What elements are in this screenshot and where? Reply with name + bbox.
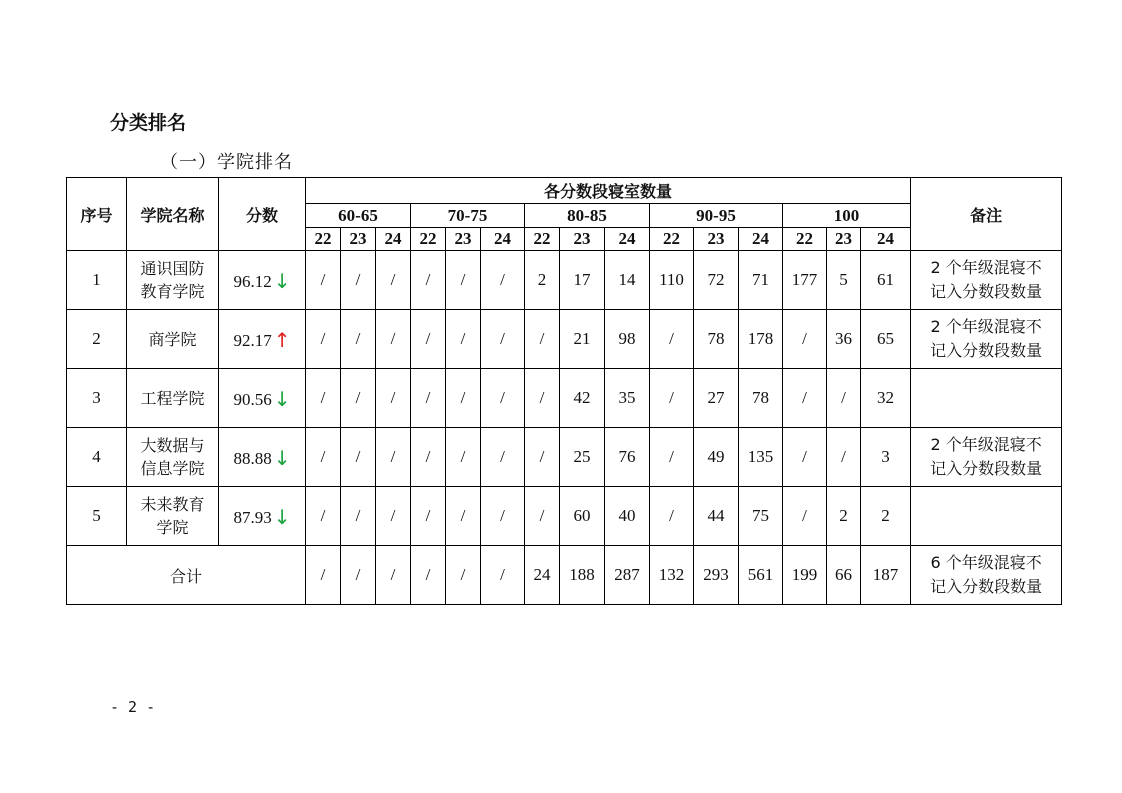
count-cell: 110 — [650, 251, 694, 310]
header-band-60-65: 60-65 — [306, 204, 411, 228]
table-row — [67, 487, 1062, 546]
total-count-cell: / — [341, 546, 376, 605]
count-cell: / — [341, 251, 376, 310]
remarks-cell — [911, 251, 1062, 310]
section-heading: 分类排名 — [110, 112, 187, 134]
header-band-70-75: 70-75 — [411, 204, 525, 228]
header-year: 24 — [861, 228, 911, 251]
count-cell: / — [446, 428, 481, 487]
header-year: 23 — [827, 228, 861, 251]
remarks-line: 2 个年级混寝不 — [930, 258, 1042, 277]
header-year: 24 — [376, 228, 411, 251]
total-count-cell: / — [411, 546, 446, 605]
table-row — [67, 428, 1062, 487]
count-cell: 178 — [739, 310, 783, 369]
count-cell: / — [827, 369, 861, 428]
header-year: 24 — [739, 228, 783, 251]
remarks-line: 6 个年级混寝不 — [930, 553, 1042, 572]
row-index: 5 — [67, 487, 127, 546]
remarks-line: 记入分数段数量 — [930, 282, 1043, 301]
total-count-cell: 561 — [739, 546, 783, 605]
header-year: 22 — [650, 228, 694, 251]
table-row — [67, 369, 1062, 428]
count-cell: / — [525, 487, 560, 546]
trend-down-arrow-icon: ↓ — [273, 446, 291, 470]
count-cell: / — [306, 428, 341, 487]
count-cell: / — [411, 310, 446, 369]
count-cell: / — [783, 310, 827, 369]
remarks-cell — [911, 310, 1062, 369]
row-index: 2 — [67, 310, 127, 369]
college-name-line: 教育学院 — [140, 282, 205, 301]
total-count-cell: 188 — [560, 546, 605, 605]
score-cell — [219, 428, 306, 487]
college-name — [127, 251, 219, 310]
count-cell: 42 — [560, 369, 605, 428]
remarks-line: 记入分数段数量 — [930, 459, 1043, 478]
remarks-cell — [911, 369, 1062, 428]
score-cell — [219, 487, 306, 546]
count-cell: / — [306, 369, 341, 428]
count-cell: 5 — [827, 251, 861, 310]
count-cell: 25 — [560, 428, 605, 487]
header-year: 23 — [341, 228, 376, 251]
header-year: 22 — [306, 228, 341, 251]
remarks-line: 2 个年级混寝不 — [930, 317, 1042, 336]
count-cell: / — [376, 487, 411, 546]
header-year: 22 — [411, 228, 446, 251]
count-cell: / — [446, 487, 481, 546]
count-cell: / — [783, 369, 827, 428]
count-cell: 17 — [560, 251, 605, 310]
count-cell: / — [783, 428, 827, 487]
header-year: 23 — [694, 228, 739, 251]
count-cell: 32 — [861, 369, 911, 428]
count-cell: / — [411, 428, 446, 487]
total-count-cell: / — [376, 546, 411, 605]
count-cell: / — [650, 487, 694, 546]
count-cell: 61 — [861, 251, 911, 310]
total-count-cell: 199 — [783, 546, 827, 605]
header-year: 23 — [560, 228, 605, 251]
college-name-line: 大数据与 — [140, 436, 205, 455]
total-count-cell: 293 — [694, 546, 739, 605]
page-number: - 2 - — [110, 698, 156, 716]
count-cell: / — [481, 310, 525, 369]
header-year: 23 — [446, 228, 481, 251]
count-cell: 78 — [739, 369, 783, 428]
score-value: 96.12 — [233, 272, 272, 291]
count-cell: 36 — [827, 310, 861, 369]
score-cell — [219, 369, 306, 428]
header-year: 24 — [605, 228, 650, 251]
count-cell: / — [481, 428, 525, 487]
count-cell: 135 — [739, 428, 783, 487]
count-cell: 177 — [783, 251, 827, 310]
count-cell: / — [376, 369, 411, 428]
header-year: 24 — [481, 228, 525, 251]
count-cell: 27 — [694, 369, 739, 428]
college-name-line: 工程学院 — [140, 388, 205, 408]
count-cell: / — [446, 310, 481, 369]
college-name-line: 商学院 — [148, 329, 197, 349]
score-value: 92.17 — [233, 331, 272, 350]
count-cell: / — [525, 428, 560, 487]
total-row — [67, 546, 1062, 605]
count-cell: / — [341, 487, 376, 546]
count-cell: / — [481, 251, 525, 310]
college-name-line: 信息学院 — [140, 459, 205, 478]
header-band-100: 100 — [783, 204, 911, 228]
remarks-cell — [911, 428, 1062, 487]
count-cell: / — [650, 428, 694, 487]
count-cell: / — [376, 310, 411, 369]
college-name-line: 未来教育 — [140, 495, 205, 514]
count-cell: / — [306, 487, 341, 546]
count-cell: 76 — [605, 428, 650, 487]
header-dorm-count: 各分数段寝室数量 — [306, 178, 911, 204]
header-score: 分数 — [219, 178, 306, 251]
count-cell: / — [827, 428, 861, 487]
count-cell: / — [411, 487, 446, 546]
total-count-cell: 24 — [525, 546, 560, 605]
count-cell: 71 — [739, 251, 783, 310]
count-cell: 98 — [605, 310, 650, 369]
count-cell: 49 — [694, 428, 739, 487]
count-cell: / — [446, 251, 481, 310]
row-index: 4 — [67, 428, 127, 487]
count-cell: / — [525, 369, 560, 428]
college-name — [127, 369, 219, 428]
count-cell: 65 — [861, 310, 911, 369]
college-name — [127, 487, 219, 546]
header-band-80-85: 80-85 — [525, 204, 650, 228]
count-cell: 75 — [739, 487, 783, 546]
count-cell: / — [341, 369, 376, 428]
score-cell — [219, 251, 306, 310]
college-name — [127, 428, 219, 487]
total-count-cell: 187 — [861, 546, 911, 605]
trend-down-arrow-icon: ↓ — [273, 505, 291, 529]
count-cell: / — [446, 369, 481, 428]
header-year: 22 — [525, 228, 560, 251]
count-cell: 72 — [694, 251, 739, 310]
college-name-line: 通识国防 — [140, 259, 205, 278]
count-cell: / — [481, 369, 525, 428]
count-cell: / — [525, 310, 560, 369]
count-cell: / — [376, 428, 411, 487]
table-row — [67, 310, 1062, 369]
total-count-cell: 132 — [650, 546, 694, 605]
total-label: 合计 — [67, 546, 306, 605]
subsection-heading: （一）学院排名 — [160, 152, 293, 173]
header-index: 序号 — [67, 178, 127, 251]
header-band-90-95: 90-95 — [650, 204, 783, 228]
total-remarks-cell — [911, 546, 1062, 605]
count-cell: 44 — [694, 487, 739, 546]
college-ranking-table — [66, 177, 1062, 605]
trend-down-arrow-icon: ↓ — [273, 387, 291, 411]
count-cell: / — [376, 251, 411, 310]
count-cell: / — [341, 428, 376, 487]
row-index: 1 — [67, 251, 127, 310]
total-count-cell: / — [306, 546, 341, 605]
count-cell: 60 — [560, 487, 605, 546]
score-value: 88.88 — [233, 449, 272, 468]
count-cell: 35 — [605, 369, 650, 428]
remarks-cell — [911, 487, 1062, 546]
count-cell: 3 — [861, 428, 911, 487]
score-cell — [219, 310, 306, 369]
count-cell: 78 — [694, 310, 739, 369]
row-index: 3 — [67, 369, 127, 428]
total-count-cell: / — [481, 546, 525, 605]
header-year: 22 — [783, 228, 827, 251]
score-value: 90.56 — [233, 390, 272, 409]
count-cell: 21 — [560, 310, 605, 369]
total-count-cell: / — [446, 546, 481, 605]
remarks-line: 记入分数段数量 — [930, 577, 1043, 596]
count-cell: / — [650, 369, 694, 428]
count-cell: / — [306, 251, 341, 310]
trend-up-arrow-icon: ↑ — [273, 328, 291, 352]
header-remarks: 备注 — [911, 178, 1062, 251]
college-name-line: 学院 — [156, 518, 189, 537]
header-college: 学院名称 — [127, 178, 219, 251]
count-cell: 14 — [605, 251, 650, 310]
count-cell: 2 — [525, 251, 560, 310]
table-row — [67, 251, 1062, 310]
count-cell: / — [341, 310, 376, 369]
count-cell: 40 — [605, 487, 650, 546]
count-cell: 2 — [827, 487, 861, 546]
count-cell: / — [481, 487, 525, 546]
count-cell: / — [306, 310, 341, 369]
total-count-cell: 287 — [605, 546, 650, 605]
trend-down-arrow-icon: ↓ — [273, 269, 291, 293]
count-cell: / — [411, 369, 446, 428]
table-body — [67, 251, 1062, 546]
score-value: 87.93 — [233, 508, 272, 527]
count-cell: / — [411, 251, 446, 310]
total-count-cell: 66 — [827, 546, 861, 605]
count-cell: / — [650, 310, 694, 369]
count-cell: 2 — [861, 487, 911, 546]
remarks-line: 2 个年级混寝不 — [930, 435, 1042, 454]
count-cell: / — [783, 487, 827, 546]
remarks-line: 记入分数段数量 — [930, 341, 1043, 360]
college-name — [127, 310, 219, 369]
